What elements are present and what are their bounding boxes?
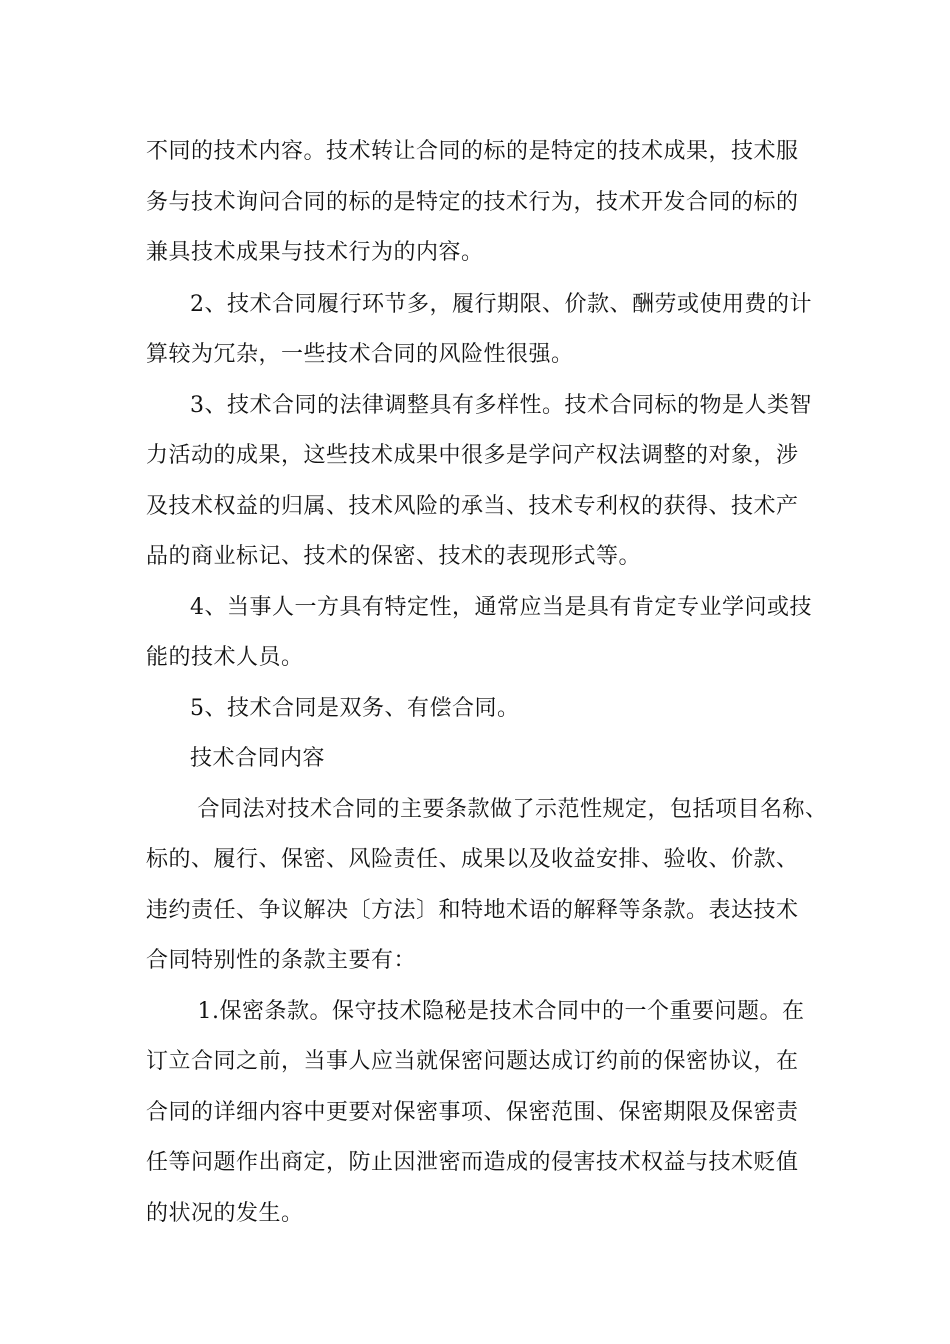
text-line: 标的、履行、保密、风险责任、成果以及收益安排、验收、价款、 (146, 847, 799, 872)
text-line: 的状况的发生。 (146, 1201, 304, 1226)
text-line: 务与技术询问合同的标的是特定的技术行为，技术开发合同的标的 (146, 190, 799, 215)
text-line: 3、技术合同的法律调整具有多样性。技术合同标的物是人类智 (190, 393, 812, 418)
text-line: 订立合同之前，当事人应当就保密问题达成订约前的保密协议，在 (146, 1049, 799, 1074)
text-line: 兼具技术成果与技术行为的内容。 (146, 240, 484, 265)
text-line: 不同的技术内容。技术转让合同的标的是特定的技术成果，技术服 (146, 139, 799, 164)
text-line: 合同法对技术合同的主要条款做了示范性规定，包括项目名称、 (190, 797, 828, 822)
text-line: 5、技术合同是双务、有偿合同。 (190, 696, 520, 721)
text-line: 任等问题作出商定，防止因泄密而造成的侵害技术权益与技术贬值 (146, 1150, 799, 1175)
text-line: 4、当事人一方具有特定性，通常应当是具有肯定专业学问或技 (190, 595, 812, 620)
text-line: 合同特别性的条款主要有： (146, 948, 417, 973)
text-line: 2、技术合同履行环节多，履行期限、价款、酬劳或使用费的计 (190, 292, 812, 317)
text-line: 能的技术人员。 (146, 645, 304, 670)
text-line: 力活动的成果，这些技术成果中很多是学问产权法调整的对象，涉 (146, 443, 799, 468)
text-line: 违约责任、争议解决〔方法〕和特地术语的解释等条款。表达技术 (146, 898, 799, 923)
text-line: 1.保密条款。保守技术隐秘是技术合同中的一个重要问题。在 (190, 999, 805, 1024)
text-line: 算较为冗杂，一些技术合同的风险性很强。 (146, 342, 574, 367)
section-heading: 技术合同内容 (190, 746, 326, 771)
text-line: 及技术权益的归属、技术风险的承当、技术专利权的获得、技术产 (146, 494, 799, 519)
text-line: 品的商业标记、技术的保密、技术的表现形式等。 (146, 544, 642, 569)
text-line: 合同的详细内容中更要对保密事项、保密范围、保密期限及保密责 (146, 1100, 799, 1125)
